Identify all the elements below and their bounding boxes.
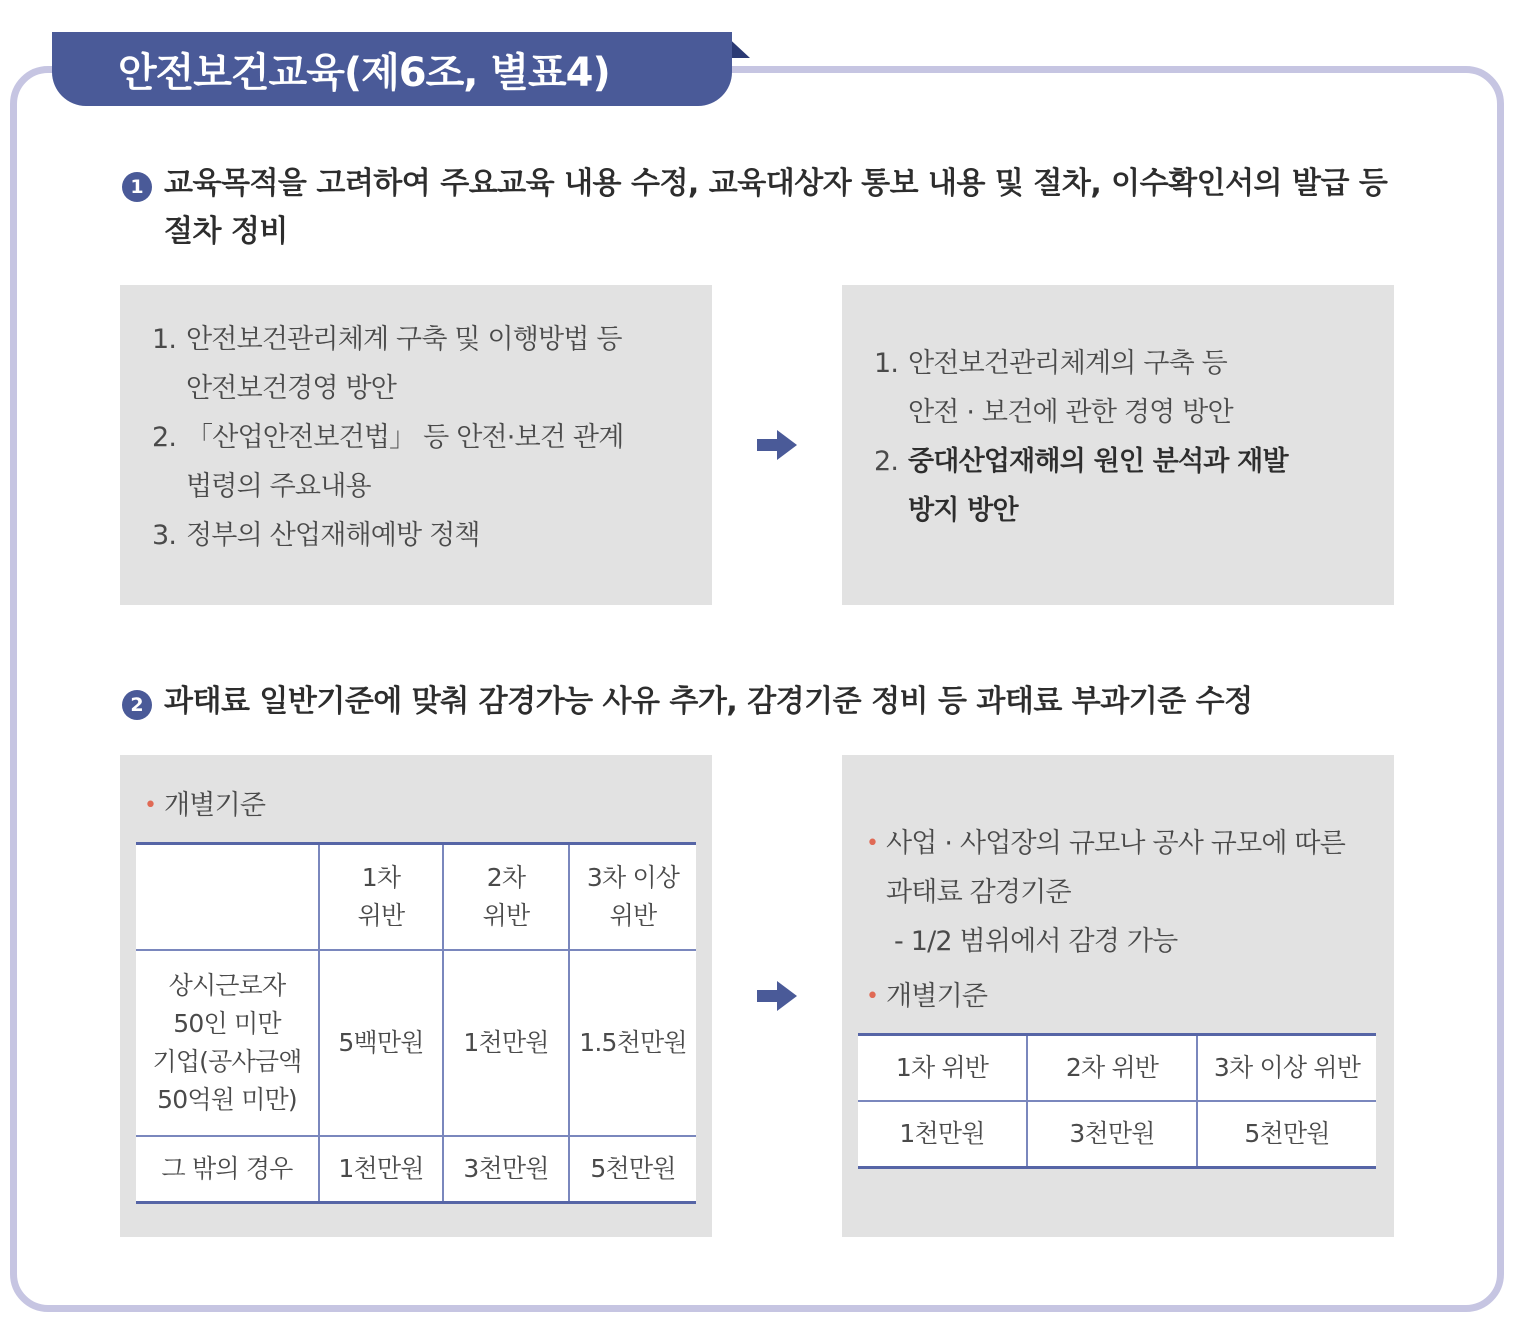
table-cell: 3천만원	[1027, 1101, 1197, 1168]
list-item	[152, 413, 692, 511]
table-cell: 1천만원	[319, 1136, 443, 1203]
arrow-right-icon	[757, 981, 797, 1011]
list-item-number: 3.	[152, 520, 177, 551]
table-cell: 1.5천만원	[569, 950, 696, 1136]
bullet-icon: •	[866, 984, 879, 1009]
table-header-cell: 1차 위반	[858, 1035, 1027, 1102]
page-title: 안전보건교육(제6조, 별표4)	[118, 49, 610, 96]
arrow-right-icon	[757, 430, 797, 460]
reduction-bullet-text: 사업 · 사업장의 규모나 공사 규모에 따른 과태료 감경기준	[886, 828, 1345, 908]
table-cell: 상시근로자 50인 미만 기업(공사금액 50억원 미만)	[136, 950, 319, 1136]
section2-after-box	[842, 755, 1394, 1237]
list-item-number: 2.	[874, 446, 899, 477]
before-fine-table	[136, 842, 696, 1204]
section1-heading	[122, 168, 1392, 256]
list-item	[874, 437, 1374, 535]
table-cell: 5천만원	[569, 1136, 696, 1203]
list-item-text: 안전보건관리체계의 구축 등 안전 · 보건에 관한 경영 방안	[908, 348, 1233, 428]
list-item-text: 중대산업재해의 원인 분석과 재발 방지 방안	[908, 446, 1288, 526]
table-cell: 3천만원	[443, 1136, 569, 1203]
table-cell: 그 밖의 경우	[136, 1136, 319, 1203]
table-cell: 5천만원	[1197, 1101, 1376, 1168]
after-fine-table	[858, 1033, 1376, 1169]
section2-before-box	[120, 755, 712, 1237]
list-item	[152, 315, 692, 413]
section1-before-box	[120, 285, 712, 605]
reduction-sub-text: - 1/2 범위에서 감경 가능	[894, 926, 1178, 957]
table-header-cell	[136, 844, 319, 951]
table-row	[136, 950, 696, 1136]
section2-heading-text: 과태료 일반기준에 맞춰 감경가능 사유 추가, 감경기준 정비 등 과태료 부과기준 수정	[164, 684, 1253, 719]
section2-number-badge: 2	[122, 690, 152, 720]
section1-after-box	[842, 285, 1394, 605]
table-row	[858, 1101, 1376, 1168]
list-item-text: 정부의 산업재해예방 정책	[186, 520, 480, 551]
criteria-label	[858, 972, 1378, 1021]
section1-heading-text: 교육목적을 고려하여 주요교육 내용 수정, 교육대상자 통보 내용 및 절차, 이수확인서의 발급 등 절차 정비	[164, 166, 1388, 249]
bullet-icon: •	[866, 831, 879, 856]
table-header-row	[858, 1035, 1376, 1102]
list-item-number: 1.	[874, 348, 899, 379]
table-header-cell: 2차 위반	[443, 844, 569, 951]
list-item-number: 2.	[152, 422, 177, 453]
table-row	[136, 1136, 696, 1203]
criteria-label-text: 개별기준	[164, 790, 266, 821]
table-header-row	[136, 844, 696, 951]
table-header-cell: 3차 이상 위반	[569, 844, 696, 951]
list-item-text: 안전보건관리체계 구축 및 이행방법 등 안전보건경영 방안	[186, 324, 622, 404]
table-header-cell: 3차 이상 위반	[1197, 1035, 1376, 1102]
list-item-number: 1.	[152, 324, 177, 355]
criteria-label-text: 개별기준	[886, 981, 988, 1012]
table-header-cell: 2차 위반	[1027, 1035, 1197, 1102]
table-header-cell: 1차 위반	[319, 844, 443, 951]
table-cell: 5백만원	[319, 950, 443, 1136]
table-cell: 1천만원	[443, 950, 569, 1136]
list-item	[152, 511, 692, 560]
section1-number-badge: 1	[122, 172, 152, 202]
criteria-label	[136, 781, 696, 830]
reduction-bullet	[858, 819, 1378, 917]
title-tab	[52, 32, 732, 106]
section2-heading	[122, 686, 1392, 726]
list-item	[874, 339, 1374, 437]
table-cell: 1천만원	[858, 1101, 1027, 1168]
list-item-text: 「산업안전보건법」 등 안전·보건 관계 법령의 주요내용	[186, 422, 624, 502]
bullet-icon: •	[144, 793, 157, 818]
